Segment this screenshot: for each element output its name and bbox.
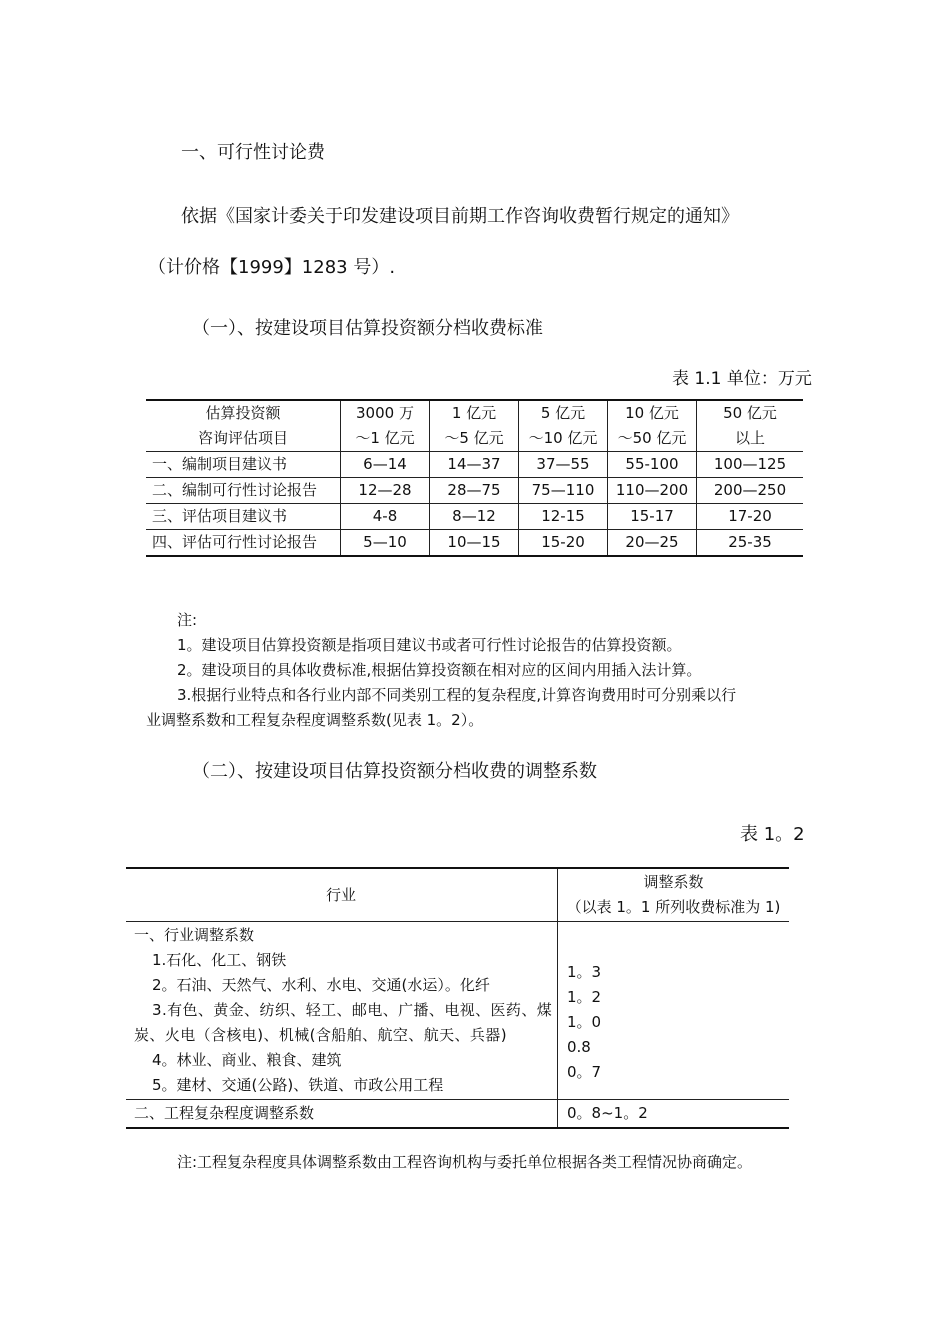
table-cell: 8—12 — [430, 504, 519, 530]
table-2-note: 注:工程复杂程度具体调整系数由工程咨询机构与委托单位根据各类工程情况协商确定。 — [177, 1153, 753, 1171]
table-cell: 15-17 — [608, 504, 697, 530]
range-line: ～50 亿元 — [617, 429, 687, 447]
basis-line-2: （计价格【1999】1283 号）. — [148, 257, 396, 278]
note-3a: 3.根据行业特点和各行业内部不同类别工程的复杂程度,计算咨询费用时可分别乘以行 — [177, 686, 737, 704]
table-cell: 37—55 — [519, 452, 608, 478]
row-label: 二、编制可行性讨论报告 — [146, 478, 341, 504]
coefficient-value: 0。8~1。2 — [558, 1100, 790, 1129]
table-cell: 14—37 — [430, 452, 519, 478]
table-cell: 75—110 — [519, 478, 608, 504]
table-1-caption: 表 1.1 单位：万元 — [672, 369, 812, 389]
range-line: ～5 亿元 — [444, 429, 504, 447]
note-1: 1。建设项目估算投资额是指项目建议书或者可行性讨论报告的估算投资额。 — [177, 636, 682, 654]
row-label: 四、评估可行性讨论报告 — [146, 530, 341, 557]
coefficient-value: 0。7 — [567, 1063, 602, 1081]
coefficient-value: 1。3 — [567, 963, 602, 981]
coefficient-value: 0.8 — [567, 1038, 591, 1056]
table-header-row — [146, 400, 803, 452]
table-cell: 10—15 — [430, 530, 519, 557]
range-line: 10 亿元 — [625, 404, 679, 422]
header-corner-cell — [146, 400, 341, 452]
table-cell: 200—250 — [697, 478, 804, 504]
table-cell: 17-20 — [697, 504, 804, 530]
industry-group-cell — [126, 922, 558, 1100]
range-line: ～10 亿元 — [528, 429, 598, 447]
table-cell: 15-20 — [519, 530, 608, 557]
range-line: ～1 亿元 — [355, 429, 415, 447]
table-row — [126, 922, 789, 1100]
table-cell: 28—75 — [430, 478, 519, 504]
group-title: 一、行业调整系数 — [134, 926, 255, 944]
range-header-cell — [519, 400, 608, 452]
table-cell: 5—10 — [341, 530, 430, 557]
table-cell: 55-100 — [608, 452, 697, 478]
notes-title: 注: — [177, 611, 198, 629]
industry-item: 2。石油、天然气、水利、水电、交通(水运）。化纤 — [152, 976, 490, 994]
table-cell: 25-35 — [697, 530, 804, 557]
table-header-row — [126, 868, 789, 922]
subsection-2-title: （二）、按建设项目估算投资额分档收费的调整系数 — [192, 761, 597, 782]
industry-item: 5。建材、交通(公路)、铁道、市政公用工程 — [152, 1076, 444, 1094]
table-cell: 20—25 — [608, 530, 697, 557]
industry-header: 行业 — [126, 868, 558, 922]
table-row — [146, 530, 803, 557]
table-row — [126, 1100, 789, 1129]
table-row — [146, 452, 803, 478]
header-corner-top: 估算投资额 — [205, 404, 281, 422]
coefficient-header-line: 调整系数 — [643, 873, 704, 891]
range-header-cell — [697, 400, 804, 452]
range-header-cell — [341, 400, 430, 452]
table-cell: 12—28 — [341, 478, 430, 504]
table-row — [146, 504, 803, 530]
basis-line-1: 依据《国家计委关于印发建设项目前期工作咨询收费暂行规定的通知》 — [181, 206, 739, 227]
note-2: 2。建设项目的具体收费标准,根据估算投资额在相对应的区间内用插入法计算。 — [177, 661, 702, 679]
header-corner-bottom: 咨询评估项目 — [197, 429, 288, 447]
range-line: 5 亿元 — [540, 404, 586, 422]
fee-standard-table — [146, 399, 803, 557]
section-title: 一、可行性讨论费 — [181, 142, 325, 163]
industry-item: 3.有色、黄金、纺织、轻工、邮电、广播、电视、医药、煤炭、火电（含核电)、机械(含船舶、航空、航天、兵器) — [134, 1001, 553, 1044]
table-cell: 12-15 — [519, 504, 608, 530]
coefficient-value: 1。2 — [567, 988, 602, 1006]
table-cell: 100—125 — [697, 452, 804, 478]
coefficient-header — [558, 868, 790, 922]
range-line: 50 亿元 — [723, 404, 777, 422]
industry-item: 1.石化、化工、钢铁 — [152, 951, 287, 969]
note-3b: 业调整系数和工程复杂程度调整系数(见表 1。2）。 — [146, 711, 484, 729]
row-label: 一、编制项目建议书 — [146, 452, 341, 478]
coefficient-cell — [558, 922, 790, 1100]
range-header-cell — [430, 400, 519, 452]
table-cell: 110—200 — [608, 478, 697, 504]
adjustment-coefficient-table — [126, 867, 789, 1129]
range-line: 以上 — [734, 429, 765, 447]
coefficient-header-line: （以表 1。1 所列收费标准为 1) — [566, 898, 781, 916]
range-header-cell — [608, 400, 697, 452]
subsection-1-title: （一）、按建设项目估算投资额分档收费标准 — [192, 318, 543, 339]
table-2-caption: 表 1。2 — [740, 824, 805, 845]
range-line: 1 亿元 — [451, 404, 497, 422]
range-line: 3000 万 — [356, 404, 414, 422]
table-row — [146, 478, 803, 504]
industry-item: 4。林业、商业、粮食、建筑 — [152, 1051, 342, 1069]
coefficient-value: 1。0 — [567, 1013, 602, 1031]
row-label: 三、评估项目建议书 — [146, 504, 341, 530]
table-cell: 4-8 — [341, 504, 430, 530]
table-cell: 6—14 — [341, 452, 430, 478]
group-title: 二、工程复杂程度调整系数 — [126, 1100, 558, 1129]
